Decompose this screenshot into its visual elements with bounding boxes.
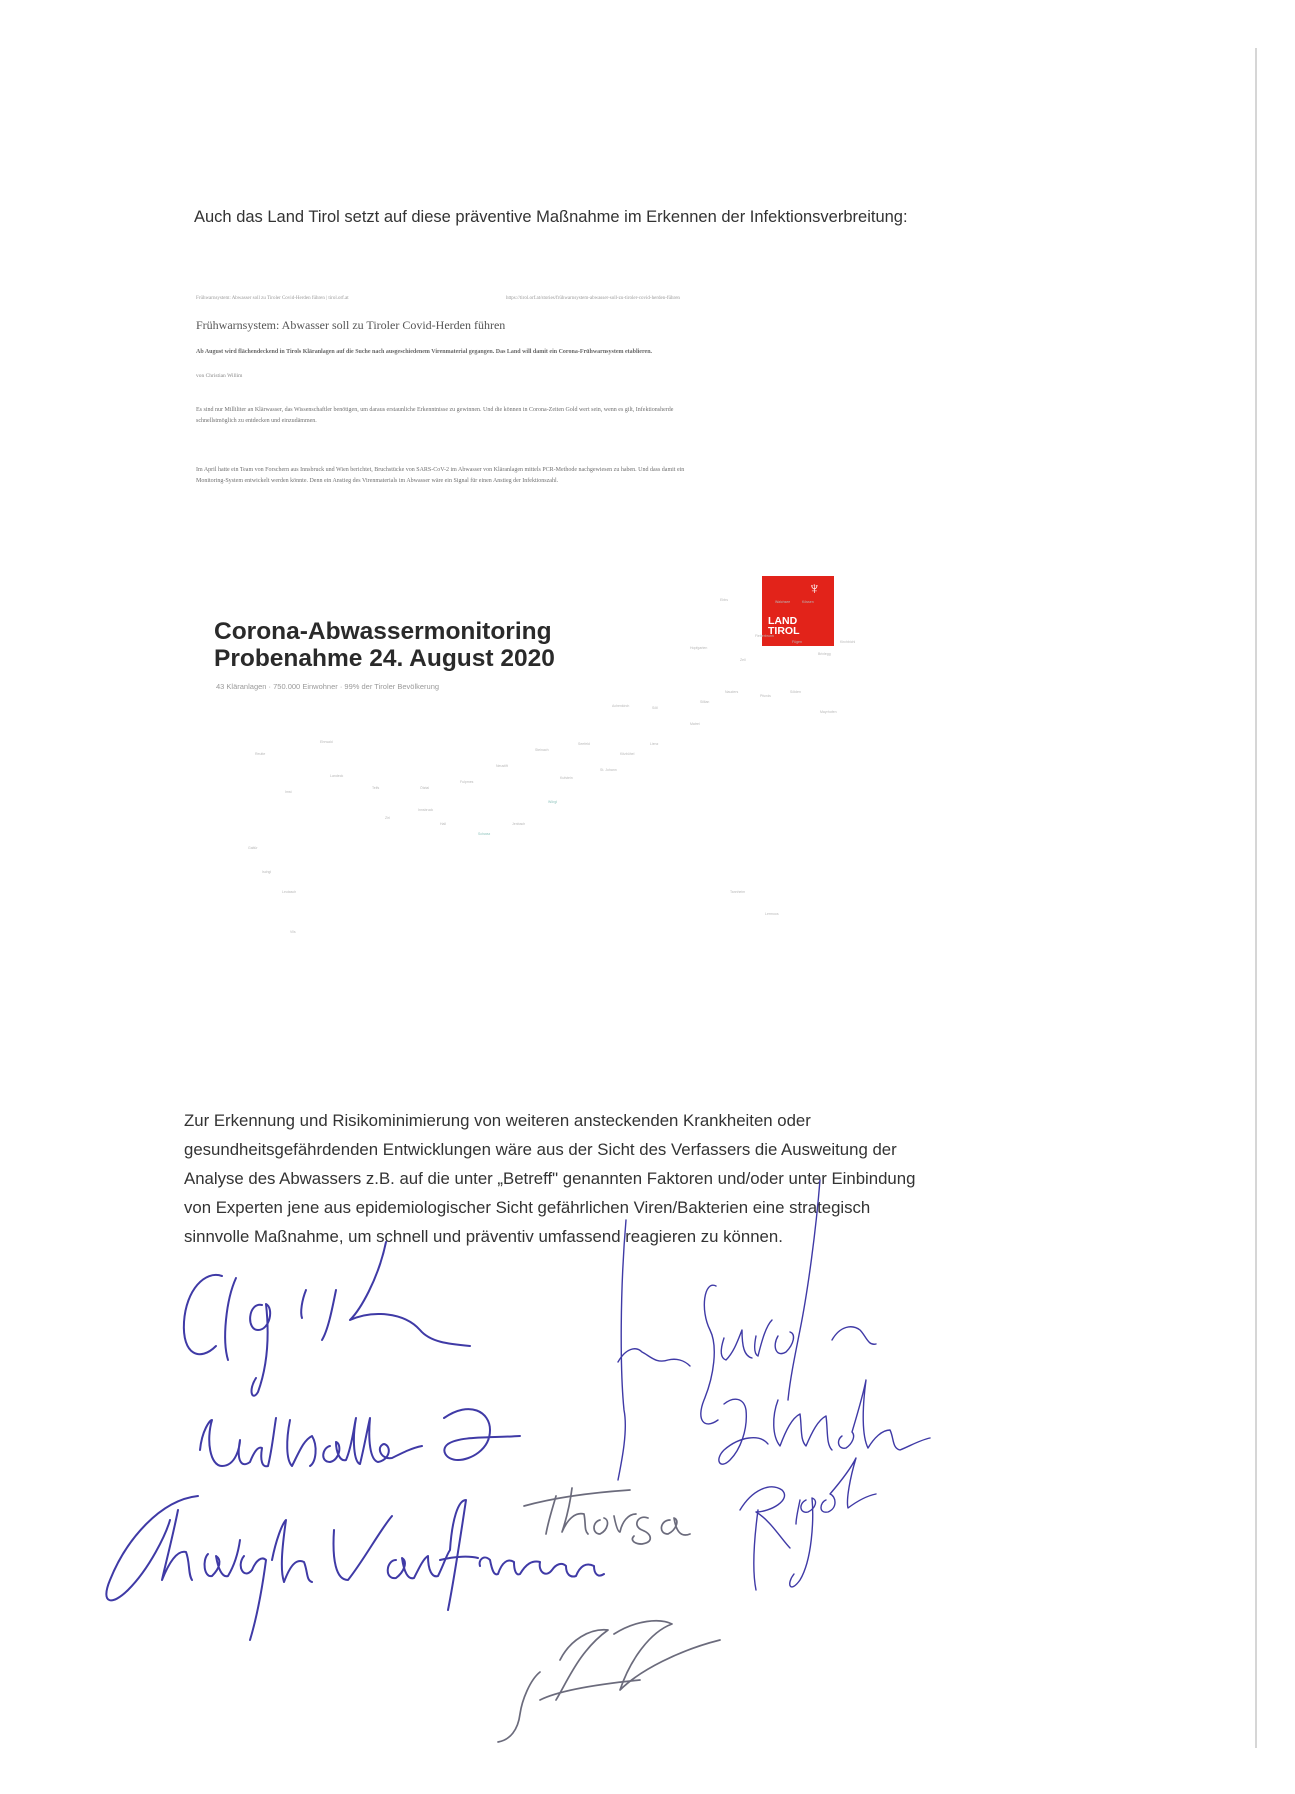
- clipping-meta-url: https://tirol.orf.at/stories/frühwarnsystem-abwasser-soll-zu-tiroler-covid-herden-führen: [506, 296, 680, 301]
- map-plant-label: Wörgl: [548, 800, 558, 804]
- map-plant-label: Fügen: [792, 640, 802, 644]
- signature-1: [184, 1242, 470, 1396]
- clipping-author: von Christian Willim: [196, 373, 243, 379]
- signature-3: [106, 1496, 604, 1640]
- logo-text: LAND TIROL: [768, 615, 800, 637]
- closing-line: Zur Erkennung und Risikominimierung von weiteren ansteckenden Krankheiten oder: [184, 1111, 811, 1130]
- map-plant-label: Seefeld: [578, 742, 590, 746]
- map-plant-label: Steinach: [535, 748, 549, 752]
- closing-line: gesundheitsgefährdenden Entwicklungen wäre aus der Sicht des Verfassers die Ausweitung der: [184, 1140, 897, 1159]
- map-plant-label: Vils: [290, 930, 296, 934]
- map-plant-label: Zell: [740, 658, 746, 662]
- map-plant-label: Nauders: [725, 690, 739, 694]
- map-plant-label: Galtür: [248, 846, 258, 850]
- map-plant-label: Tannheim: [730, 890, 746, 894]
- map-plant-label: Mayrhofen: [820, 710, 837, 714]
- map-plant-label: Fieberbrunn: [755, 634, 774, 638]
- map-plant-label: Landeck: [330, 774, 344, 778]
- map-plant-label: Ebbs: [720, 598, 728, 602]
- map-plant-label: Telfs: [372, 786, 380, 790]
- signature-2: [200, 1409, 520, 1466]
- signature-5: [740, 1458, 876, 1590]
- map-plant-label: Ehrwald: [320, 740, 333, 744]
- map-plant-label: Kirchbichl: [840, 640, 856, 644]
- map-plant-label: Sölden: [790, 690, 801, 694]
- map-plant-label: Ötztal: [420, 786, 430, 790]
- intro-sentence: Auch das Land Tirol setzt auf diese präventive Maßnahme im Erkennen der Infektionsverbreitung:: [194, 208, 908, 226]
- closing-line: von Experten jene aus epidemiologischer Sicht gefährlichen Viren/Bakterien eine strategisch: [184, 1198, 871, 1217]
- clipping-title: Frühwarnsystem: Abwasser soll zu Tiroler Covid-Herden führen: [196, 318, 506, 332]
- clipping-lead: Ab August wird flächendeckend in Tirols Kläranlagen auf die Suche nach ausgeschiedenem Virenmaterial gegangen. Das Land will damit ein Corona-Frühwarnsystem etablieren.: [196, 349, 653, 355]
- clipping-paragraph: Im April hatte ein Team von Forschern aus Innsbruck und Wien berichtet, Bruchstücke von SARS-CoV-2 im Abwasser von Kläranlagen mittels PCR-Methode nachgewiesen zu haben. Und dass damit ein Monitoring-System entwickelt werden könnte. Denn ein Anstieg des Virenmaterials im Abwasser wäre ein Signal für einen Anstieg der Infektionszahl.: [196, 467, 685, 484]
- map-plant-label: Achenkirch: [612, 704, 630, 708]
- clipping-meta-left: Frühwarnsystem: Abwasser soll zu Tiroler Covid-Herden führen | tirol.orf.at: [196, 296, 349, 301]
- map-plant-label: Innsbruck: [418, 808, 434, 812]
- signature-4: [524, 1488, 690, 1544]
- map-plant-label: Kössen: [802, 600, 814, 604]
- map-plant-label: Kitzbühel: [620, 752, 635, 756]
- map-plant-label: Lienz: [650, 742, 659, 746]
- map-plant-label: Matrei: [690, 722, 700, 726]
- map-plant-label: Imst: [285, 790, 292, 794]
- monitoring-title-line: Corona-Abwassermonitoring: [214, 618, 552, 645]
- map-plant-label: Reutte: [255, 752, 266, 756]
- eagle-icon: ♆: [808, 579, 821, 598]
- map-plant-label: Kufstein: [560, 776, 573, 780]
- monitoring-subtitle: 43 Kläranlagen · 750.000 Einwohner · 99% der Tiroler Bevölkerung: [216, 682, 440, 691]
- map-plant-label: Jenbach: [512, 822, 526, 826]
- map-plant-label: Ischgl: [262, 870, 272, 874]
- monitoring-title-line: Probenahme 24. August 2020: [214, 645, 555, 672]
- map-plant-label: Walchsee: [775, 600, 791, 604]
- map-plant-label: Fulpmes: [460, 780, 474, 784]
- map-plant-label: Schwaz: [478, 832, 491, 836]
- clipping-paragraph: Es sind nur Milliliter an Klärwasser, das Wissenschaftler benötigen, um daraus erstaunliche Erkenntnisse zu gewinnen. Und die können in Corona-Zeiten Gold wert sein, wenn es gilt, Infektionsherde schnellstmöglich zu entdecken und einzudämmen.: [196, 407, 674, 424]
- signature-7: [498, 1621, 720, 1742]
- map-plant-label: Pfunds: [760, 694, 771, 698]
- map-plant-label: Söll: [652, 706, 658, 710]
- closing-line: sinnvolle Maßnahme, um schnell und präventiv umfassend reagieren zu können.: [184, 1227, 783, 1246]
- map-plant-label: Brixlegg: [818, 652, 831, 656]
- map-plant-label: Zirl: [385, 816, 390, 820]
- signature-6: [618, 1180, 930, 1480]
- map-plant-label: Hall: [440, 822, 447, 826]
- closing-line: Analyse des Abwassers z.B. auf die unter „Betreff" genannten Faktoren und/oder unter Einbindung: [184, 1169, 916, 1188]
- map-plant-label: Neustift: [496, 764, 508, 768]
- map-plant-label: St. Johann: [600, 768, 617, 772]
- map-plant-label: Sillian: [700, 700, 710, 704]
- map-plant-label: Hopfgarten: [690, 646, 708, 650]
- map-plant-label: Leutasch: [282, 890, 297, 894]
- map-plant-label: Lermoos: [765, 912, 779, 916]
